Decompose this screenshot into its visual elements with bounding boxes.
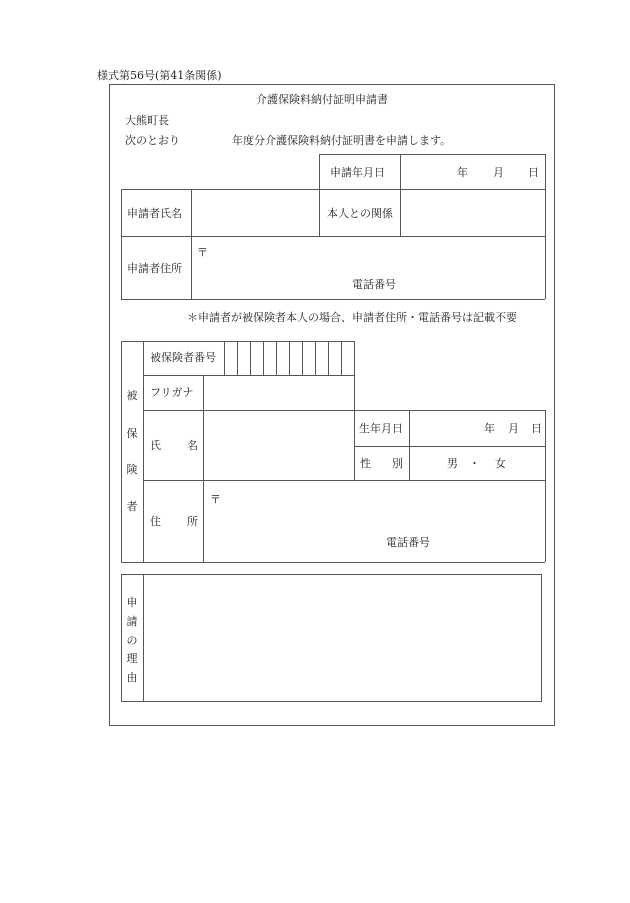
birth-day-unit: 日 [531,422,542,435]
insured-number-label: 被保険者番号 [150,351,216,364]
furigana-label: フリガナ [150,386,194,399]
insured-side-char-3: 険 [126,463,138,476]
gender-separator: ・ [469,457,480,470]
applicant-postal-mark: 〒 [197,246,208,259]
insured-name-label-a: 氏 [150,439,161,452]
reason-side-char-5: 由 [126,671,138,684]
furigana-field[interactable] [204,376,353,409]
reason-side-char-3: の [126,634,138,647]
insured-address-field[interactable] [204,481,544,561]
applicant-name-label: 申請者氏名 [127,207,182,220]
insured-name-label-b: 名 [187,439,198,452]
gender-male-option[interactable]: 男 [447,457,458,470]
gender-label-b: 別 [392,457,403,470]
reason-side-char-2: 請 [126,615,138,628]
birth-month-unit: 月 [508,422,519,435]
applicant-note: ＊申請者が被保険者本人の場合、申請者住所・電話番号は記載不要 [187,311,517,324]
gender-female-option[interactable]: 女 [495,457,506,470]
date-month-unit: 月 [493,166,504,179]
insured-name-field[interactable] [204,411,353,479]
applicant-name-field[interactable] [192,190,318,235]
intro-prefix: 次のとおり [125,134,180,147]
relation-field[interactable] [401,190,544,235]
insured-postal-mark: 〒 [210,493,221,506]
gender-label-a: 性 [360,457,371,470]
date-day-unit: 日 [528,166,539,179]
applicant-address-label: 申請者住所 [127,262,182,275]
insured-address-label-a: 住 [150,515,161,528]
date-year-unit: 年 [457,166,468,179]
insured-address-label-b: 所 [187,515,198,528]
reason-side-char-4: 理 [126,652,138,665]
insured-side-char-1: 被 [126,389,138,402]
intro-suffix: 年度分介護保険料納付証明書を申請します。 [232,134,452,147]
application-date-field[interactable] [401,155,545,188]
relation-label: 本人との関係 [327,207,393,220]
form-title: 介護保険料納付証明申請書 [256,93,388,106]
insured-phone-label: 電話番号 [386,536,430,549]
style-number: 様式第56号(第41条関係) [97,69,222,82]
applicant-phone-label: 電話番号 [352,278,396,291]
birth-date-field[interactable] [410,411,544,445]
application-date-label: 申請年月日 [330,166,385,179]
birth-date-label: 生年月日 [359,422,403,435]
insured-side-char-2: 保 [126,427,138,440]
fiscal-year-field[interactable] [185,132,227,148]
reason-side-char-1: 申 [126,596,138,609]
reason-field[interactable] [144,575,541,701]
insured-number-field[interactable] [225,342,353,374]
birth-year-unit: 年 [484,422,495,435]
insured-side-char-4: 者 [126,500,138,513]
addressee: 大熊町長 [125,114,169,127]
